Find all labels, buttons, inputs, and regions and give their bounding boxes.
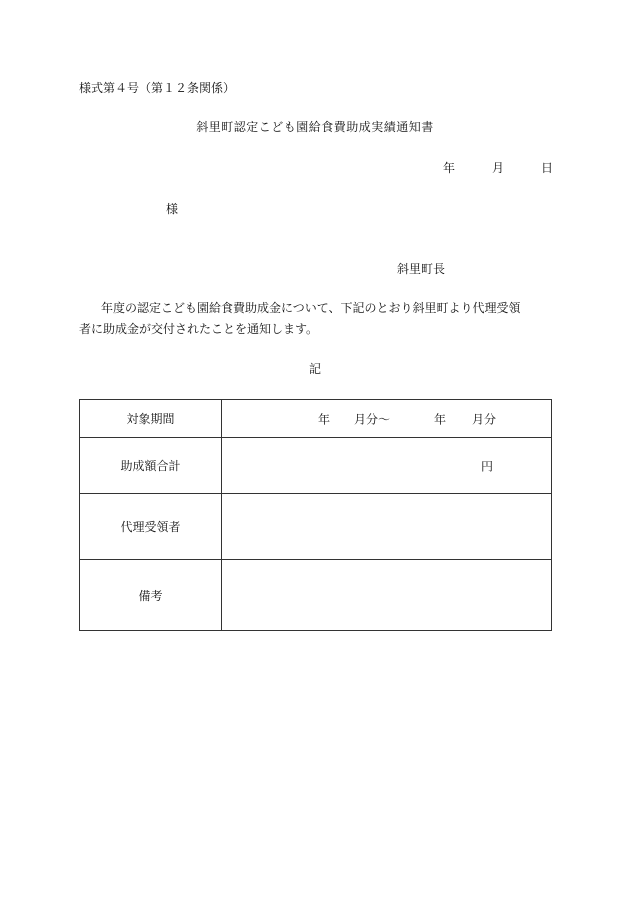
- period-label: 対象期間: [80, 400, 222, 438]
- body-text-line-2: 者に助成金が交付されたことを通知します。: [79, 322, 319, 336]
- date-year-label: 年: [443, 161, 456, 175]
- period-start-month: 月分～: [354, 412, 391, 426]
- proxy-recipient-label: 代理受領者: [80, 494, 222, 560]
- document-title: 斜里町認定こども園給食費助成実績通知書: [196, 120, 434, 134]
- remarks-label: 備考: [80, 560, 222, 631]
- recipient-honorific: 様: [166, 202, 179, 216]
- period-start-year: 年: [318, 412, 331, 426]
- amount-label: 助成額合計: [80, 438, 222, 494]
- amount-value-cell: [222, 438, 552, 494]
- date-day-label: 日: [541, 161, 554, 175]
- table-row-proxy: [80, 494, 552, 560]
- remarks-value-cell: [222, 560, 552, 631]
- table-row-remarks: [80, 560, 552, 631]
- proxy-recipient-value-cell: [222, 494, 552, 560]
- table-row-amount: [80, 438, 552, 494]
- period-end-year: 年: [434, 412, 447, 426]
- ki-label: 記: [308, 362, 321, 376]
- form-number: 様式第４号（第１２条関係）: [79, 81, 236, 95]
- table-row-period: [80, 400, 552, 438]
- issuer-name: 斜里町長: [397, 262, 446, 276]
- date-month-label: 月: [492, 161, 505, 175]
- period-value-cell: [222, 400, 552, 438]
- amount-unit: 円: [481, 459, 494, 473]
- period-end-month: 月分: [472, 412, 497, 426]
- detail-table: [79, 399, 552, 631]
- body-text-line-1: 年度の認定こども園給食費助成金について、下記のとおり斜里町より代理受領: [101, 301, 521, 315]
